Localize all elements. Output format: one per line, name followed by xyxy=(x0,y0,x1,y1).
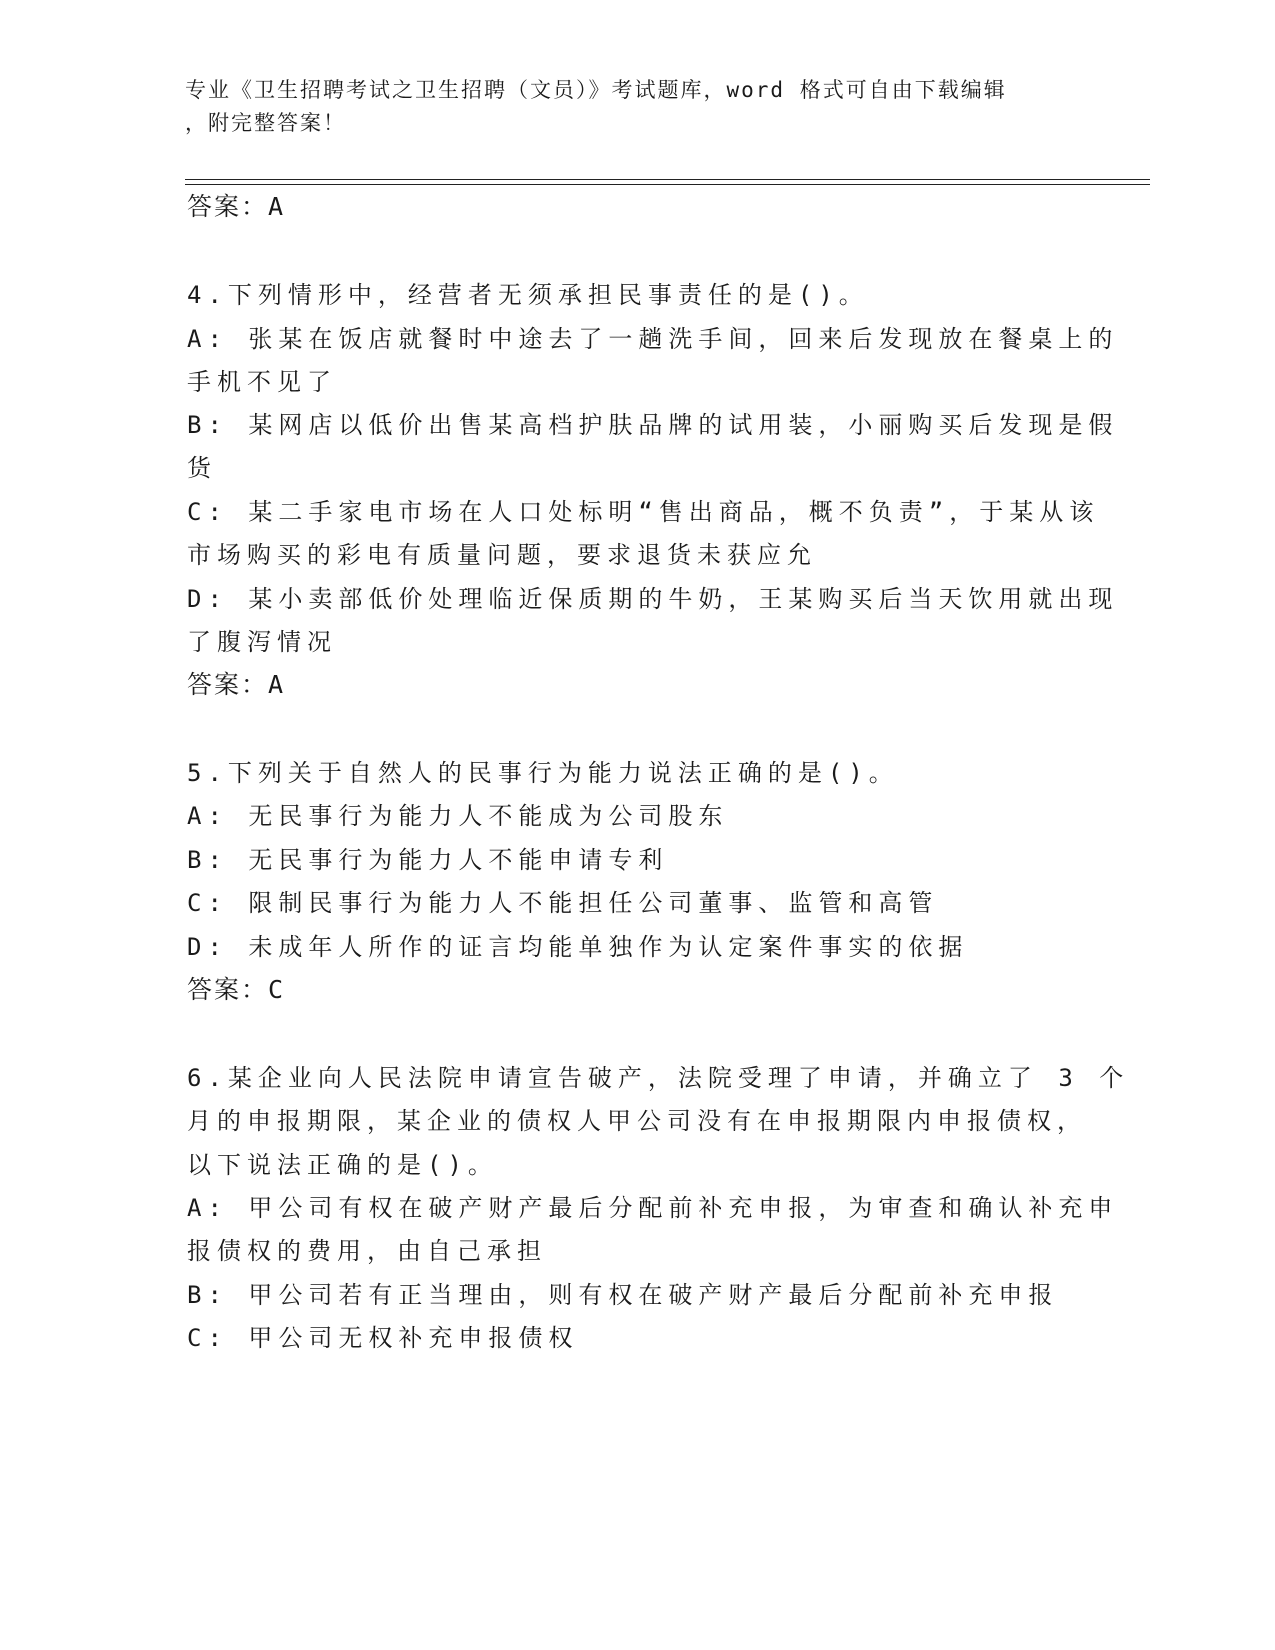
answer-line: 答案：A xyxy=(187,192,286,221)
option-line: 市场购买的彩电有质量问题，要求退货未获应允 xyxy=(187,541,817,569)
option-line: D: 某小卖部低价处理临近保质期的牛奶，王某购买后当天饮用就出现 xyxy=(187,585,1119,613)
question-stem: 5.下列关于自然人的民事行为能力说法正确的是()。 xyxy=(187,759,899,787)
option-line: A: 张某在饭店就餐时中途去了一趟洗手间，回来后发现放在餐桌上的 xyxy=(187,325,1119,353)
option-line: 手机不见了 xyxy=(187,368,337,396)
question-stem: 6.某企业向人民法院申请宣告破产，法院受理了申请，并确立了 3 个 xyxy=(187,1064,1130,1092)
document-header: 专业《卫生招聘考试之卫生招聘（文员）》考试题库，word 格式可自由下载编辑 ，附完整答案！ xyxy=(185,78,1007,135)
option-line: B: 甲公司若有正当理由，则有权在破产财产最后分配前补充申报 xyxy=(187,1281,1059,1309)
option-line: B: 无民事行为能力人不能申请专利 xyxy=(187,846,669,874)
question-stem: 月的申报期限，某企业的债权人甲公司没有在申报期限内申报债权， xyxy=(187,1107,1087,1135)
header-rule-bottom xyxy=(185,184,1150,185)
option-line: 货 xyxy=(187,454,217,482)
option-line: B: 某网店以低价出售某高档护肤品牌的试用装，小丽购买后发现是假 xyxy=(187,411,1119,439)
option-line: 了腹泻情况 xyxy=(187,628,337,656)
option-line: C: 甲公司无权补充申报债权 xyxy=(187,1324,579,1352)
option-line: D: 未成年人所作的证言均能单独作为认定案件事实的依据 xyxy=(187,933,969,961)
answer-line: 答案：C xyxy=(187,975,286,1004)
answer-line: 答案：A xyxy=(187,670,286,699)
question-stem: 4.下列情形中，经营者无须承担民事责任的是()。 xyxy=(187,281,869,309)
option-line: 报债权的费用，由自己承担 xyxy=(187,1237,547,1265)
option-line: C: 限制民事行为能力人不能担任公司董事、监管和高管 xyxy=(187,889,939,917)
header-rule-top xyxy=(185,179,1150,180)
question-stem: 以下说法正确的是()。 xyxy=(187,1151,498,1179)
option-line: C: 某二手家电市场在人口处标明“售出商品，概不负责”，于某从该 xyxy=(187,498,1100,526)
option-line: A: 甲公司有权在破产财产最后分配前补充申报，为审查和确认补充申 xyxy=(187,1194,1119,1222)
option-line: A: 无民事行为能力人不能成为公司股东 xyxy=(187,802,729,830)
